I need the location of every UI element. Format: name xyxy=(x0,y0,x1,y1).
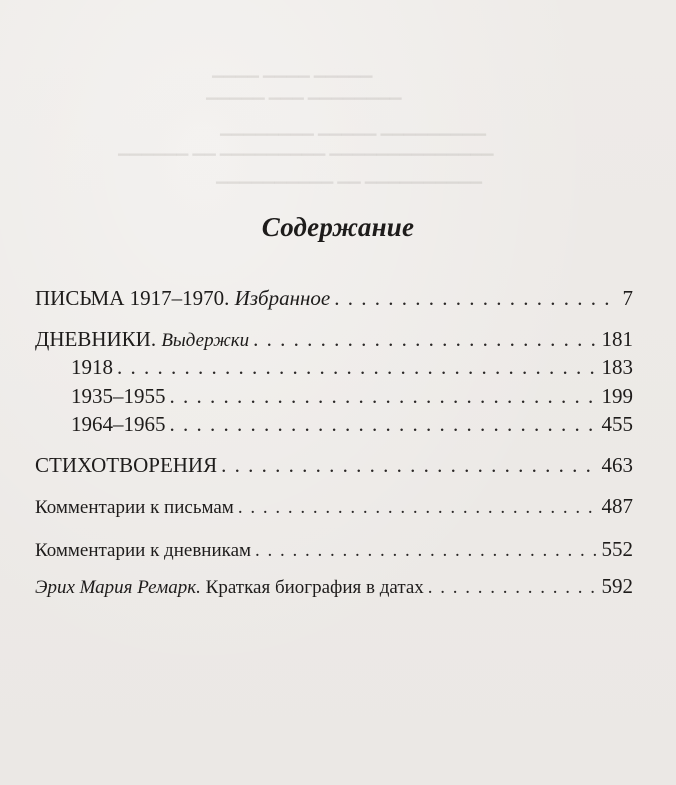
dot-leader xyxy=(428,574,598,602)
toc-entry-title: Эрих Мария Ремарк. Краткая биография в датах xyxy=(35,577,424,598)
toc-entry-title: Комментарии к дневникам xyxy=(35,540,252,561)
toc-entry-title: 1964–1965 xyxy=(71,412,166,436)
author-name: Эрих Мария Ремарк. xyxy=(35,577,201,598)
toc-entry-1918[interactable] xyxy=(35,353,633,381)
toc-entry-title: СТИХОТВОРЕНИЯ xyxy=(35,453,218,477)
dot-leader xyxy=(170,382,598,410)
toc-page-number: 552 xyxy=(601,537,633,561)
dot-leader xyxy=(221,451,597,479)
toc-entry-biography[interactable] xyxy=(35,572,633,602)
page-title: Содержание xyxy=(261,212,415,242)
toc-page-number: 455 xyxy=(601,412,633,436)
dot-leader xyxy=(170,410,598,438)
bleed-through-text: ▁▁▁▁▁▁▁▁ ▁▁▁▁▁ ▁▁▁▁▁▁▁▁▁ xyxy=(220,120,487,136)
toc-entry-diaries-comments[interactable] xyxy=(35,535,633,565)
toc-page-number: 181 xyxy=(601,327,633,351)
toc-entry-title: 1918 xyxy=(71,355,113,379)
dot-leader xyxy=(253,325,597,353)
toc-page-number: 7 xyxy=(622,286,633,310)
bleed-through-text: ▁▁▁▁▁▁ ▁▁ ▁▁▁▁▁▁▁▁▁ ▁▁▁▁▁▁▁▁▁▁▁▁▁▁ xyxy=(118,140,494,156)
toc-entry-title: ПИСЬМА 1917–1970. Избранное xyxy=(35,286,331,310)
bleed-through-text: ▁▁▁▁ ▁▁▁▁ ▁▁▁▁▁ xyxy=(212,62,373,78)
toc-entry-poems[interactable] xyxy=(35,451,633,479)
toc-entry-title: 1935–1955 xyxy=(71,384,166,408)
dot-leader xyxy=(117,353,598,381)
toc-entry-letters-comments[interactable] xyxy=(35,492,633,522)
toc-page-number: 183 xyxy=(601,355,633,379)
dot-leader xyxy=(334,284,618,312)
toc-entry-1964-1965[interactable] xyxy=(35,410,633,438)
toc-entry-diaries[interactable] xyxy=(35,325,633,355)
toc-entry-letters[interactable] xyxy=(35,284,633,312)
bleed-through-text: ▁▁▁▁▁▁▁▁▁▁ ▁▁ ▁▁▁▁▁▁▁▁▁▁ xyxy=(216,168,483,184)
dot-leader xyxy=(238,494,598,522)
toc-entry-title: ДНЕВНИКИ. Выдержки xyxy=(35,327,250,351)
bleed-through-text: ▁▁▁▁▁ ▁▁▁ ▁▁▁▁▁▁▁▁ xyxy=(206,84,402,100)
toc-page-number: 592 xyxy=(601,574,633,598)
toc-page-number: 463 xyxy=(601,453,633,477)
toc-entry-title: Комментарии к письмам xyxy=(35,497,234,518)
toc-entry-1935-1955[interactable] xyxy=(35,382,633,410)
dot-leader xyxy=(255,537,597,565)
toc-page-number: 199 xyxy=(601,384,633,408)
toc-page-number: 487 xyxy=(601,494,633,518)
